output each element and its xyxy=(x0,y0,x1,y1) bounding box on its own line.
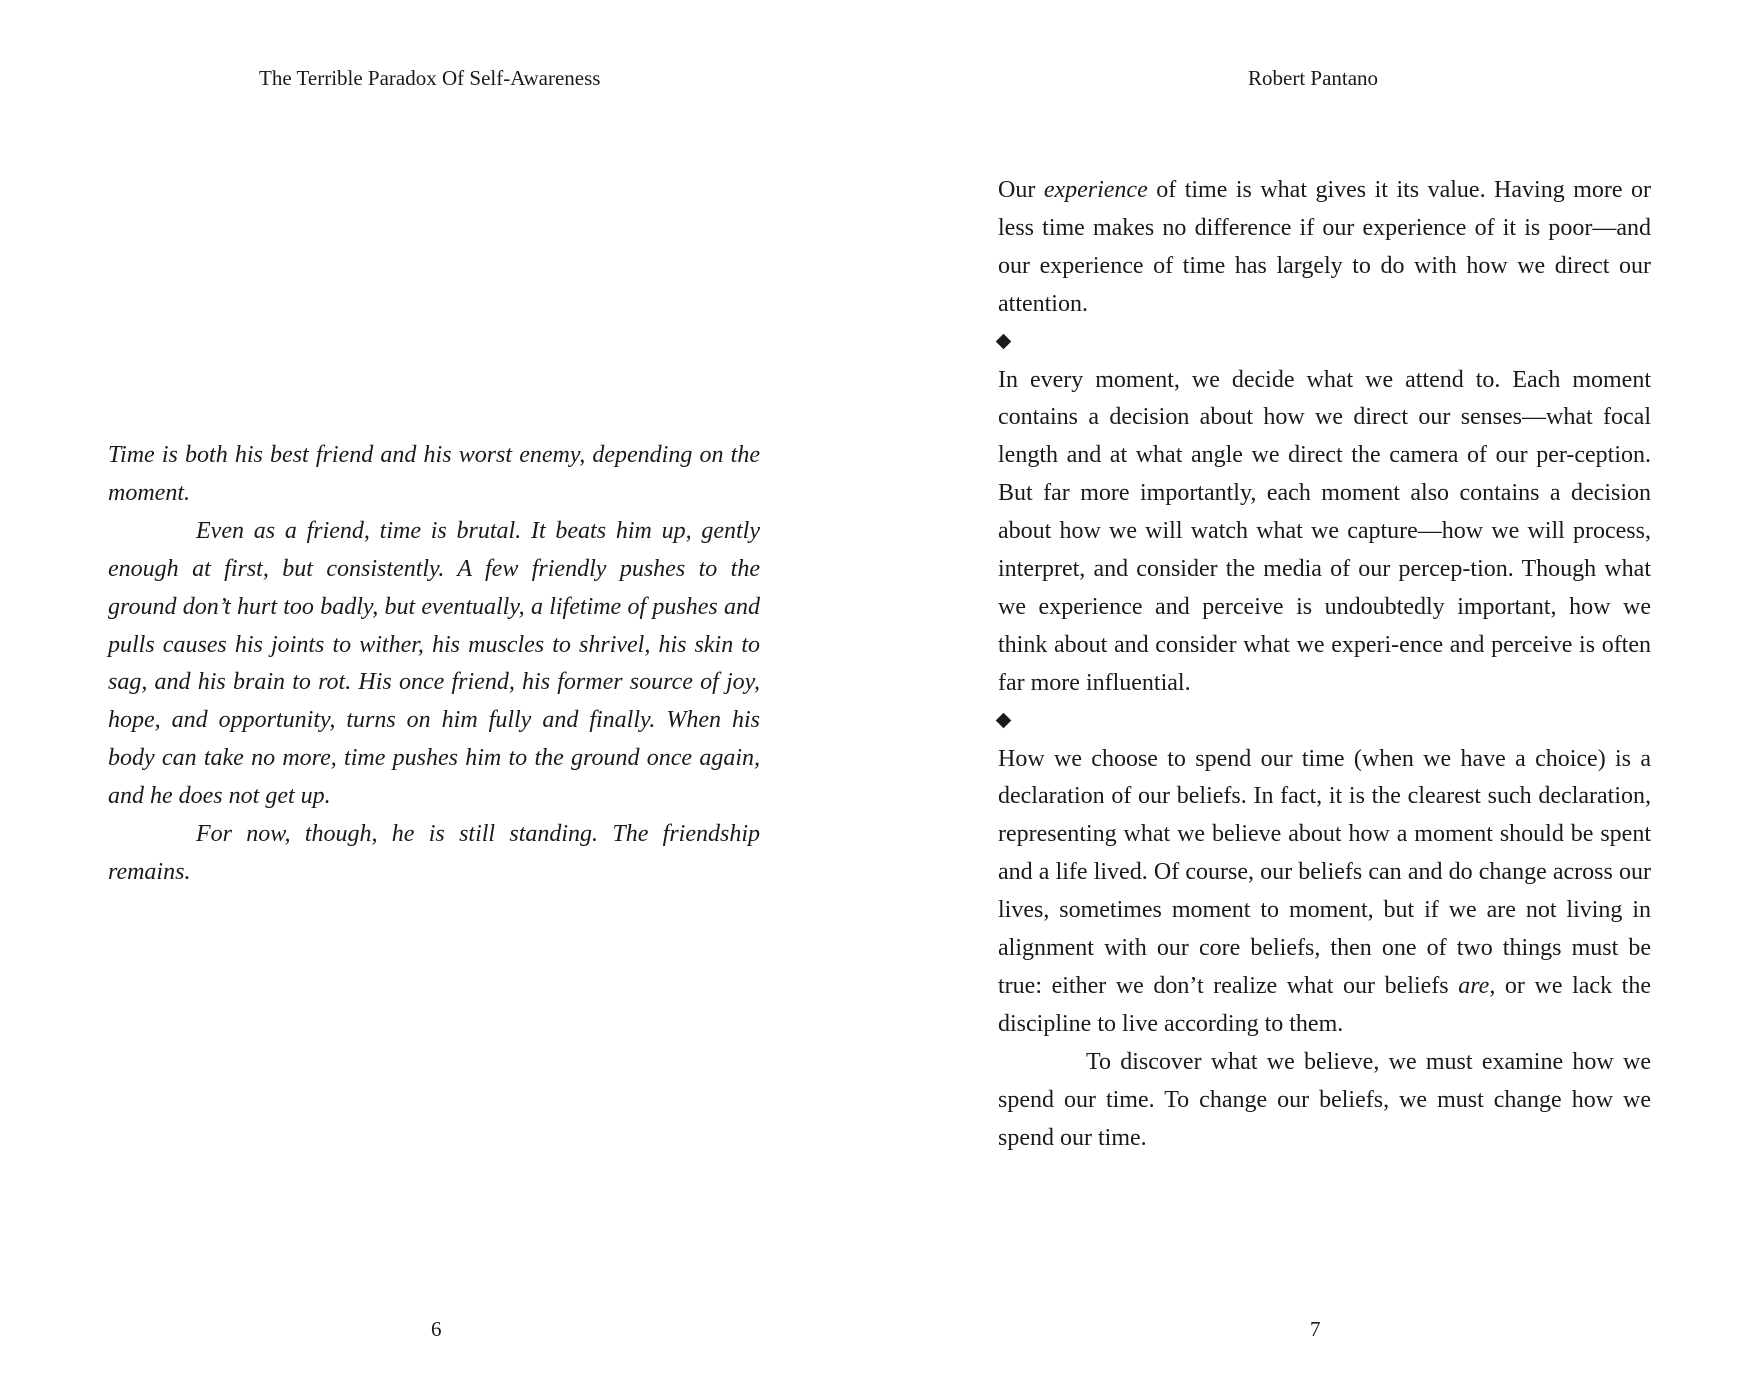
emphasis-text: experience xyxy=(1043,177,1148,203)
paragraph: To discover what we believe, we must examine how we spend our time. To change our beliefs, we must change how we spend our time. xyxy=(998,1048,1651,1151)
text-run: of time is what gives it its value. Having more or less time makes no difference if our experience of it is poor—and our experience of time has largely to do with how we direct our attention. xyxy=(998,177,1651,317)
paragraph: In every moment, we decide what we attend to. Each moment contains a decision about how we direct our senses—what focal length and at what angle we direct the camera of our per-ception. But far more importantly, each moment also contains a decision about how we will watch what we capture—how we will process, interpret, and consider the media of our percep-tion. Though what we experience and perceive is undoubtedly important, how we think about and consider what we experi-ence and perceive is often far more influential. xyxy=(998,366,1651,696)
text-run: Our xyxy=(998,177,1044,203)
emphasis-text: are xyxy=(1458,973,1490,999)
paragraph xyxy=(998,741,1651,1044)
diamond-ornament-icon xyxy=(996,712,1012,728)
page-number: 7 xyxy=(1310,1317,1321,1341)
paragraph xyxy=(998,172,1651,324)
right-page xyxy=(873,0,1746,1396)
right-page-body xyxy=(998,172,1651,1158)
section-break xyxy=(998,703,1651,741)
left-page-body xyxy=(108,437,760,892)
paragraph: Even as a friend, time is brutal. It beats him up, gently enough at first, but consistently. A few friendly pushes to the ground don’t hurt too badly, but eventually, a lifetime of pushes and pulls causes his joints to wither, his muscles to shrivel, his skin to sag, and his brain to rot. His once friend, his former source of joy, hope, and opportunity, turns on him fully and finally. When his body can take no more, time pushes him to the ground once again, and he does not get up. xyxy=(108,517,760,810)
diamond-ornament-icon xyxy=(996,333,1012,349)
page-number: 6 xyxy=(431,1317,442,1341)
paragraph: For now, though, he is still standing. The friendship remains. xyxy=(108,821,760,885)
running-head-title: The Terrible Paradox Of Self-Awareness xyxy=(259,66,601,90)
paragraph: Time is both his best friend and his worst enemy, depending on the moment. xyxy=(108,442,760,506)
text-run: How we choose to spend our time (when we have a choice) is a declaration of our beliefs. In fact, it is the clearest such declaration, representing what we believe about how a moment should be spent and a life lived. Of course, our beliefs can and do change across our lives, sometimes moment to moment, but if we are not living in alignment with our core beliefs, then one of two things must be true: either we don’t realize what our beliefs xyxy=(998,745,1651,999)
running-head-author: Robert Pantano xyxy=(1248,66,1379,90)
section-break xyxy=(998,324,1651,362)
text-run: , or we lack the discipline to live according to them. xyxy=(998,973,1651,1037)
